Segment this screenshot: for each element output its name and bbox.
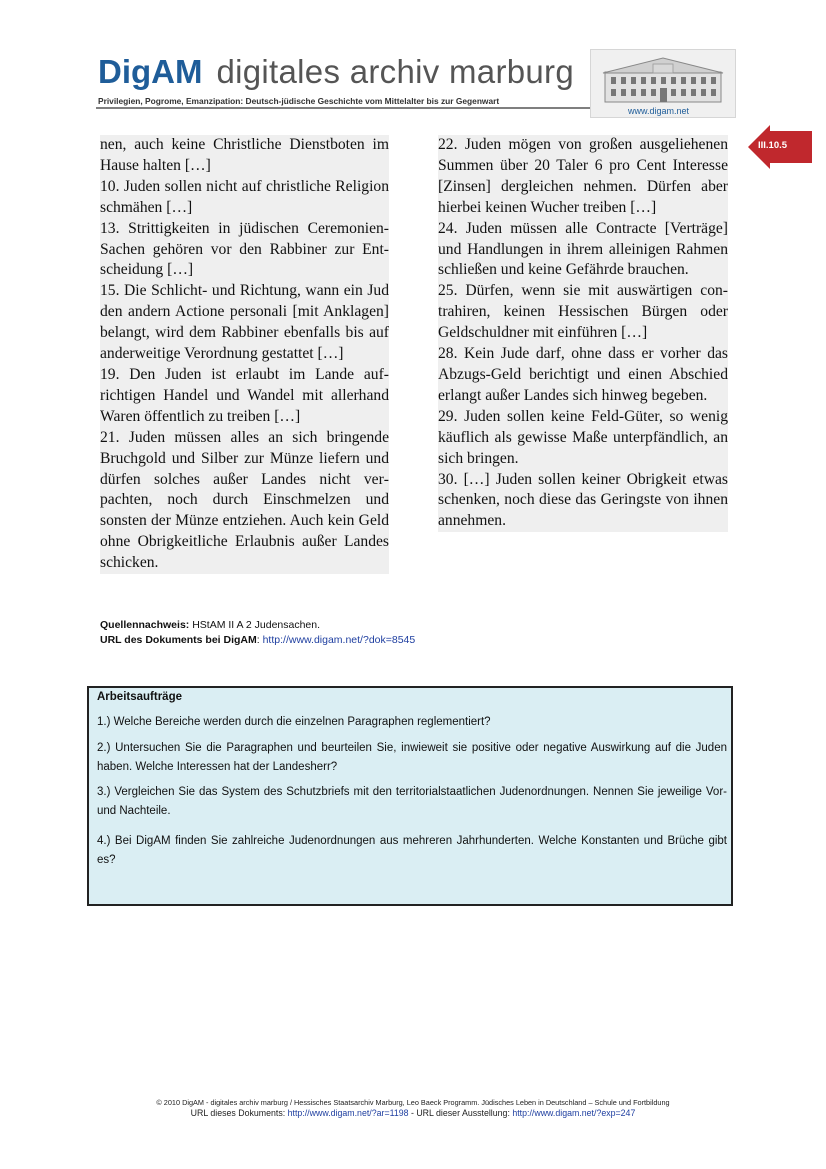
document-url-link[interactable]: http://www.digam.net/?dok=8545 <box>262 634 416 646</box>
source-label: Quellennachweis: <box>100 619 190 631</box>
exhibition-url-link[interactable]: http://www.digam.net/?exp=247 <box>512 1108 636 1118</box>
paragraph: nen, auch keine Christliche Dienstboten im Hause halten […] <box>100 136 389 174</box>
brand-bold: DigAM <box>98 53 203 90</box>
building-icon <box>601 54 725 104</box>
exhibition-url-label: - URL dieser Ausstellung: <box>410 1108 510 1118</box>
copyright-line: © 2010 DigAM - digitales archiv marburg / Hessisches Staatsarchiv Marburg, Leo Baeck Programm. Jüdisches Leben in Deutschland – Schule und Fortbildung <box>156 1098 670 1107</box>
source-line <box>100 618 415 633</box>
paragraph: 28. Kein Jude darf, ohne dass er vorher das Abzugs-Geld berichtigt und einen Abschied erlangt außer Landes sich hinweg begeben. <box>438 345 728 404</box>
paragraph: 25. Dürfen, wenn sie mit auswärtigen contrahiren, keinen Hessischen Bürgen oder Geldschuldner mit einführen […] <box>438 282 728 342</box>
source-text-left-column <box>100 135 389 574</box>
page-subtitle: Privilegien, Pogrome, Emanzipation: Deutsch-jüdische Geschichte vom Mittelalter bis zur Gegenwart <box>98 96 500 106</box>
tasks-title: Arbeitsaufträge <box>97 691 182 703</box>
brand-title <box>98 52 574 92</box>
source-text-right-column <box>438 135 728 532</box>
brand-rest: digitales archiv marburg <box>216 53 575 90</box>
header-divider <box>96 107 590 109</box>
brand-header <box>98 52 574 92</box>
document-url-line <box>100 633 415 648</box>
paragraph: 22. Juden mögen von großen ausgeliehenen Summen über 20 Taler 6 pro Cent Interesse [Zinsen] dergleichen nehmen. Dürfen aber hierbei keinen Wucher treiben […] <box>438 136 728 216</box>
paragraph: 13. Strittigkeiten in jüdischen CeremonienSachen gehören vor den Rabbiner zur Entscheidung […] <box>100 219 389 279</box>
section-number: III.10.5 <box>758 140 788 151</box>
task-item: 3.) Vergleichen Sie das System des Schutzbriefs mit den territorialstaatlichen Judenordnungen. Nennen Sie jeweilige Vor- und Nachteile. <box>97 786 727 817</box>
paragraph: 24. Juden müssen alle Contracte [Verträge] und Handlungen in ihrem alleinigen Rahmen schließen und keine Gefährde brauchen. <box>438 219 728 279</box>
source-value: HStAM II A 2 Judensachen. <box>192 619 321 631</box>
footer-url-line <box>0 1108 826 1118</box>
paragraph: 21. Juden müssen alles an sich bringende Bruchgold und Silber zur Münze liefern und dürfen solches außer Landes nicht verpachten, noch durch Einschmelzen und sonsten der Münze entziehen. Auch kein Geld ohne Obrigkeitliche Erlaubnis außer Landes schicken. <box>100 428 389 572</box>
paragraph: 30. […] Juden sollen keiner Obrigkeit etwas schenken, noch diese das Geringste von ihnen annehmen. <box>438 470 728 530</box>
doc-url-label: URL dieses Dokuments: <box>190 1108 286 1118</box>
paragraph: 15. Die Schlicht- und Richtung, wann ein Jud den andern Actione personali [mit Anklagen] belangt, wird dem Rabbiner ebenfalls bis auf anderweitige Verordnung gestattet […] <box>100 282 389 363</box>
tasks-box <box>87 686 733 906</box>
separator: : <box>256 634 260 646</box>
source-reference <box>100 618 415 648</box>
paragraph: 29. Juden sollen keine Feld-Güter, so wenig käuflich als gewisse Maße unterpfändlich, an sich bringen. <box>438 407 728 467</box>
page-footer <box>0 1098 826 1118</box>
paragraph: 10. Juden sollen nicht auf christliche Religion schmähen […] <box>100 177 389 216</box>
task-item: 1.) Welche Bereiche werden durch die einzelnen Paragraphen reglementiert? <box>97 716 491 728</box>
task-item: 2.) Untersuchen Sie die Paragraphen und beurteilen Sie, inwieweit sie positive oder negative Auswirkung auf die Juden haben. Welche Interessen hat der Landesherr? <box>97 742 727 773</box>
doc-url-link[interactable]: http://www.digam.net/?ar=1198 <box>287 1108 409 1118</box>
logo-url: www.digam.net <box>628 106 690 116</box>
paragraph: 19. Den Juden ist erlaubt im Lande aufrichtigen Handel und Wandel mit allerhand Waren öffentlich zu treiben […] <box>100 365 389 425</box>
document-url-label: URL des Dokuments bei DigAM <box>100 634 257 646</box>
task-item: 4.) Bei DigAM finden Sie zahlreiche Judenordnungen aus mehreren Jahrhunderten. Welche Konstanten und Brüche gibt es? <box>97 835 727 866</box>
